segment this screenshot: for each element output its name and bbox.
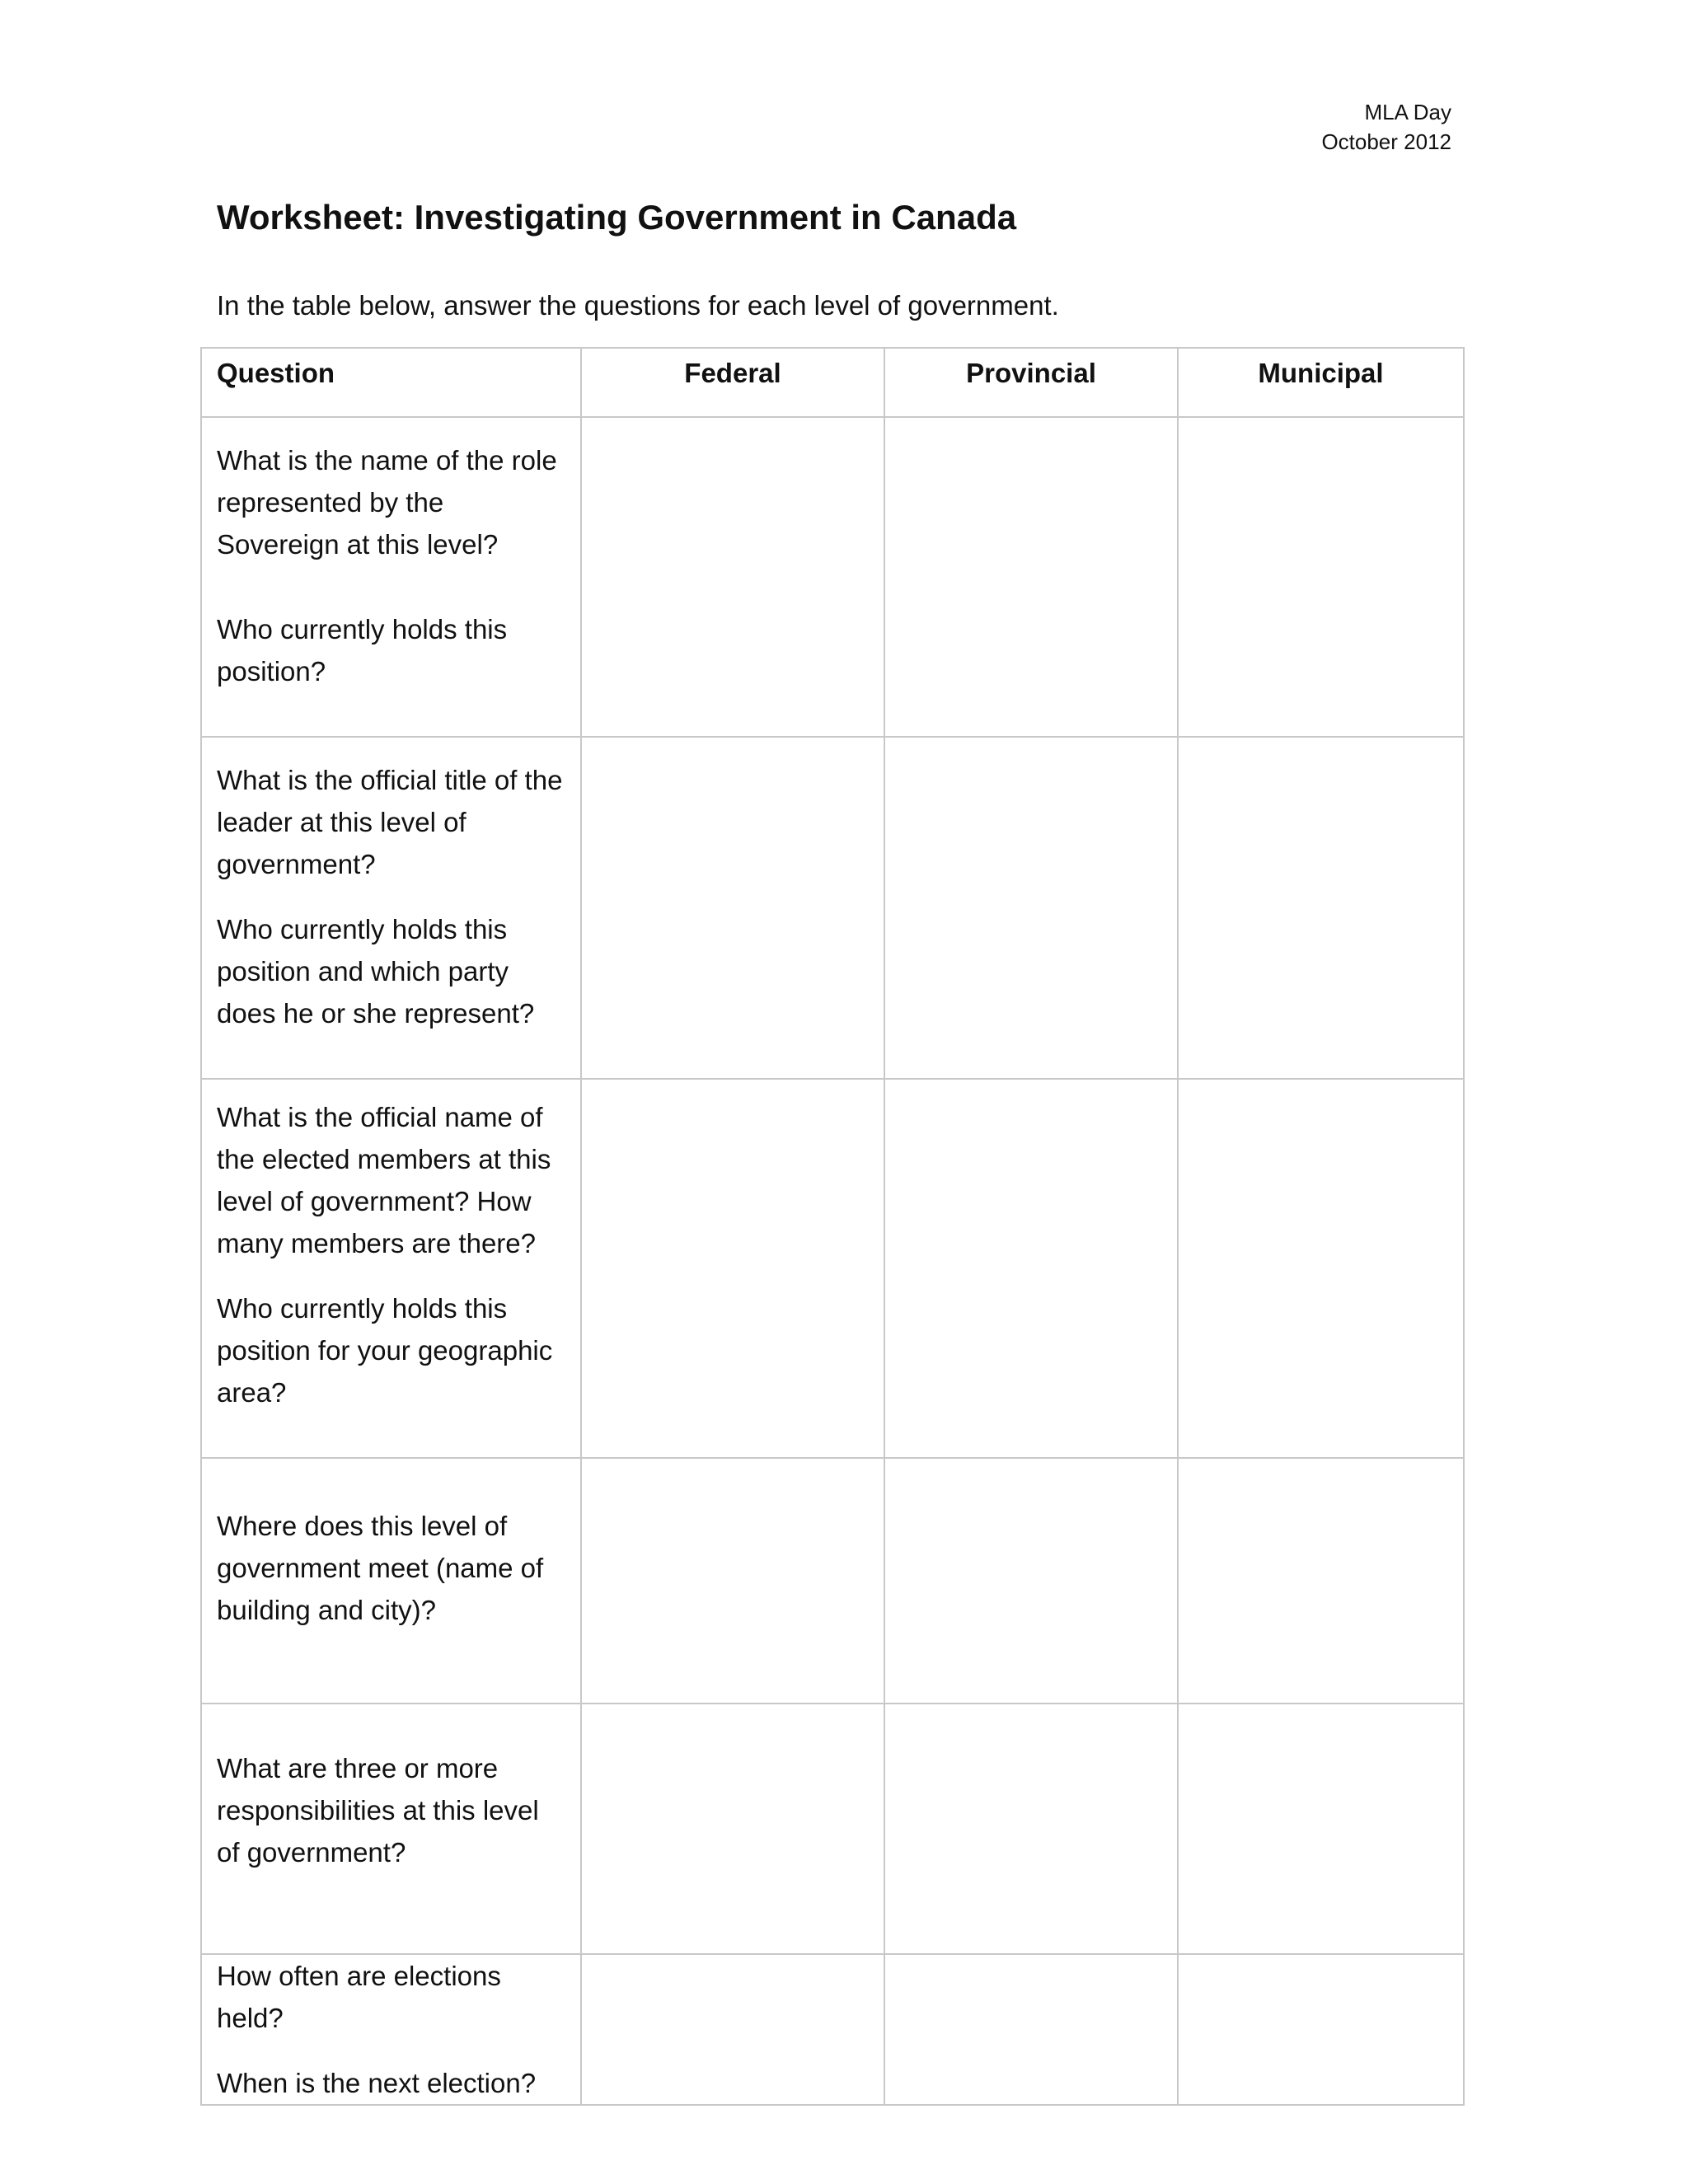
question-text: How often are elections held?	[217, 1961, 501, 2033]
answer-cell-provincial[interactable]	[884, 1079, 1178, 1458]
question-text: What is the name of the role represented by the Sovereign at this level?	[217, 445, 557, 560]
question-text: What are three or more responsibilities at this level of government?	[217, 1753, 539, 1868]
header-note	[1321, 97, 1451, 157]
worksheet-table	[200, 347, 1465, 2106]
question-text: Who currently holds this position?	[217, 614, 508, 687]
question-cell	[201, 1954, 581, 2105]
column-header-federal: Federal	[581, 348, 884, 417]
answer-cell-provincial[interactable]	[884, 1704, 1178, 1954]
table-row	[201, 1079, 1464, 1458]
question-text: What is the official name of the elected members at this level of government? How many members are there?	[217, 1102, 551, 1258]
column-header-provincial: Provincial	[884, 348, 1178, 417]
column-header-question: Question	[201, 348, 581, 417]
answer-cell-federal[interactable]	[581, 417, 884, 737]
header-date: October 2012	[1321, 129, 1451, 154]
table-row	[201, 1954, 1464, 2105]
answer-cell-municipal[interactable]	[1178, 417, 1464, 737]
table-row	[201, 737, 1464, 1079]
answer-cell-provincial[interactable]	[884, 417, 1178, 737]
table-row	[201, 417, 1464, 737]
question-text: When is the next election?	[217, 2068, 537, 2098]
question-cell	[201, 1704, 581, 1954]
answer-cell-provincial[interactable]	[884, 737, 1178, 1079]
answer-cell-federal[interactable]	[581, 1954, 884, 2105]
answer-cell-municipal[interactable]	[1178, 1079, 1464, 1458]
question-cell	[201, 417, 581, 737]
answer-cell-federal[interactable]	[581, 1458, 884, 1704]
question-cell	[201, 1079, 581, 1458]
answer-cell-municipal[interactable]	[1178, 1458, 1464, 1704]
table-header-row	[201, 348, 1464, 417]
answer-cell-municipal[interactable]	[1178, 737, 1464, 1079]
answer-cell-federal[interactable]	[581, 1079, 884, 1458]
instructions: In the table below, answer the questions for each level of government.	[217, 290, 1059, 321]
answer-cell-provincial[interactable]	[884, 1458, 1178, 1704]
question-text: Who currently holds this position and which party does he or she represent?	[217, 914, 535, 1029]
table-row	[201, 1704, 1464, 1954]
question-text: Who currently holds this position for your geographic area?	[217, 1293, 553, 1408]
answer-cell-municipal[interactable]	[1178, 1954, 1464, 2105]
header-event: MLA Day	[1364, 100, 1451, 124]
column-header-municipal: Municipal	[1178, 348, 1464, 417]
question-text: Where does this level of government meet (name of building and city)?	[217, 1511, 544, 1625]
worksheet-title: Worksheet: Investigating Government in Canada	[217, 198, 1017, 237]
answer-cell-municipal[interactable]	[1178, 1704, 1464, 1954]
question-cell	[201, 737, 581, 1079]
answer-cell-provincial[interactable]	[884, 1954, 1178, 2105]
answer-cell-federal[interactable]	[581, 737, 884, 1079]
question-cell	[201, 1458, 581, 1704]
table-row	[201, 1458, 1464, 1704]
answer-cell-federal[interactable]	[581, 1704, 884, 1954]
question-text: What is the official title of the leader at this level of government?	[217, 765, 563, 879]
